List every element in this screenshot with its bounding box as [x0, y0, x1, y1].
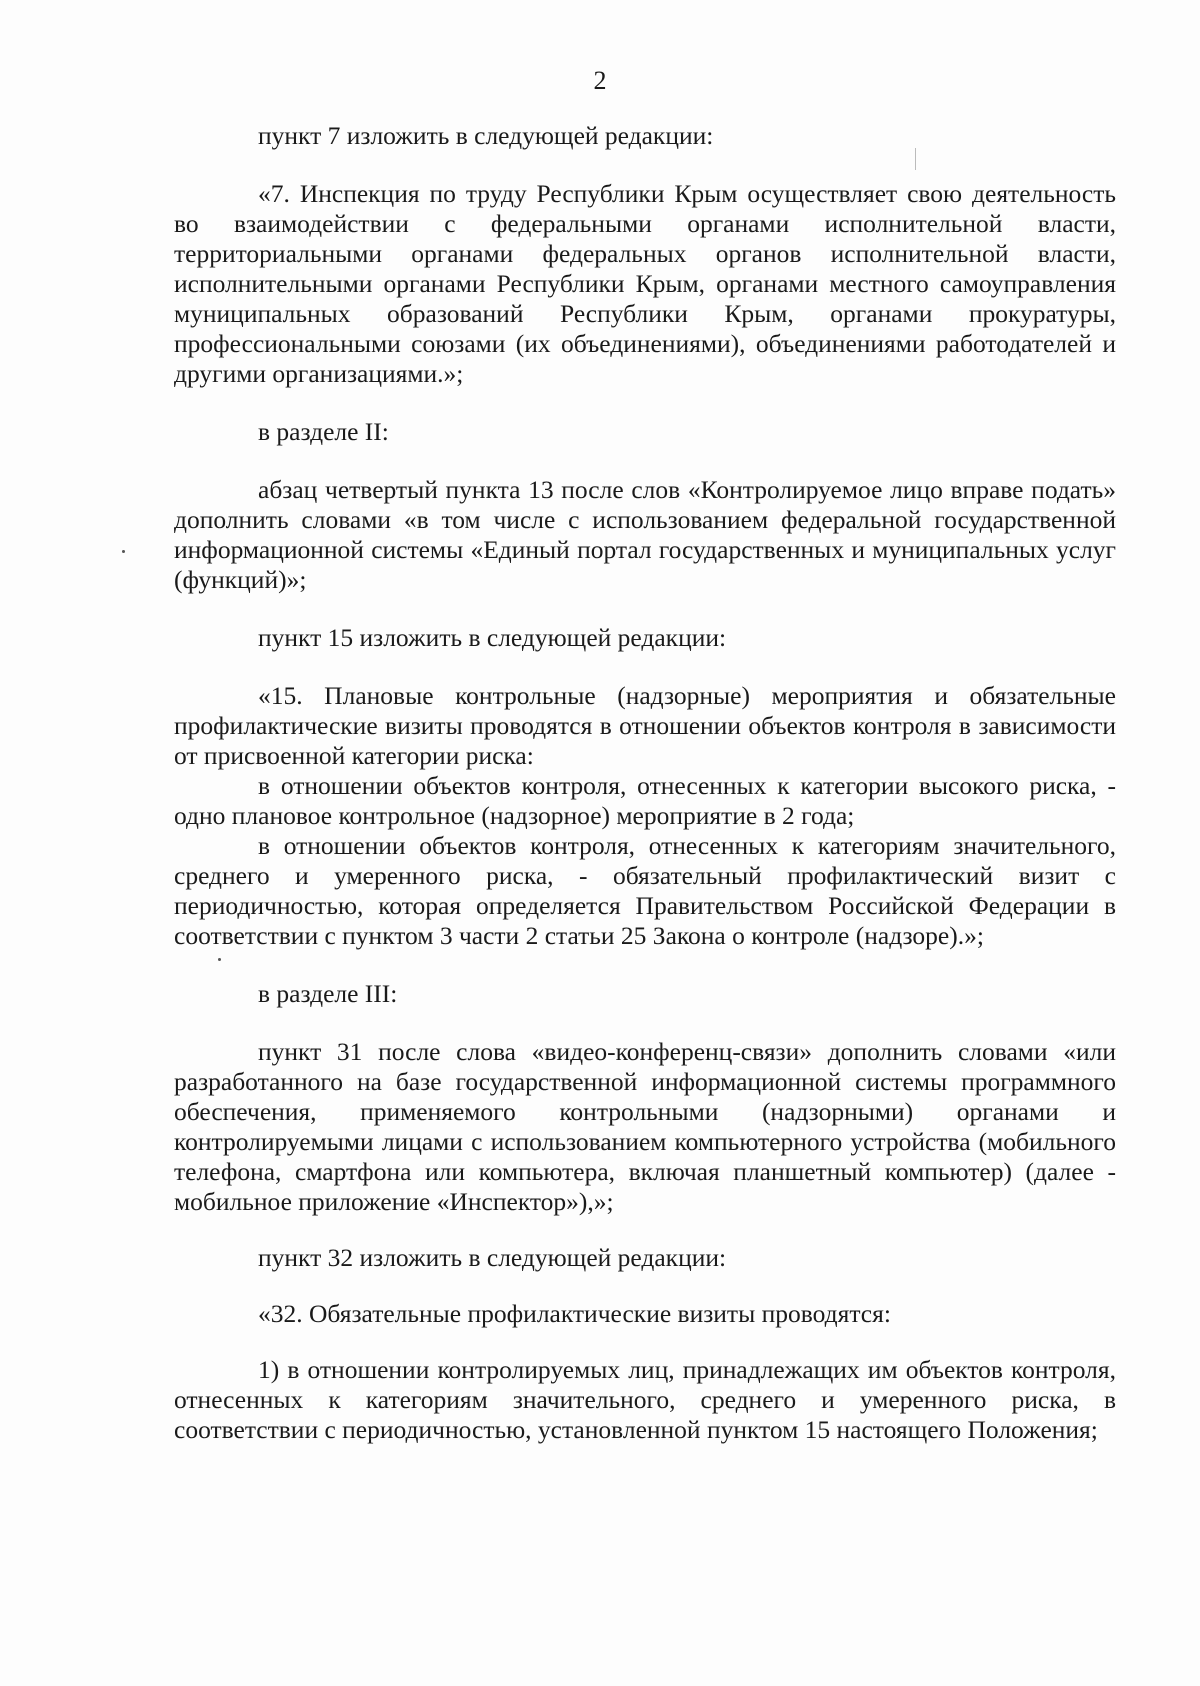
paragraph-amend-item-15: пункт 15 изложить в следующей редакции: — [258, 623, 727, 652]
paragraph-item-31-amend: пункт 31 после слова «видео-конференц-связи» дополнить словами «или разработанного на базе государственной информационной системы программного обеспечения, применяемого контрольными (надзорными) органами и контролируемыми лицами с использованием компьютерного устройства (мобильного телефона, смартфона или компьютера, включая планшетный компьютер) (далее - мобильное приложение «Инспектор»),»; — [174, 1037, 1116, 1216]
scan-speck — [218, 958, 221, 961]
paragraph-section-2: в разделе II: — [258, 417, 389, 446]
paragraph-item-15-other-risk: в отношении объектов контроля, отнесенных к категориям значительного, среднего и умеренного риска, - обязательный профилактический визит с периодичностью, которая определяется Правительством Российской Федерации в соответствии с пунктом 3 части 2 статьи 25 Закона о контроле (надзоре).»; — [174, 831, 1116, 950]
paragraph-item-15-text: «15. Плановые контрольные (надзорные) мероприятия и обязательные профилактические визиты проводятся в отношении объектов контроля в зависимости от присвоенной категории риска: — [174, 681, 1116, 770]
paragraph-amend-item-7: пункт 7 изложить в следующей редакции: — [258, 121, 714, 150]
scan-mark — [915, 148, 916, 170]
paragraph-item-32-sub-1: 1) в отношении контролируемых лиц, принадлежащих им объектов контроля, отнесенных к категориям значительного, среднего и умеренного риска, в соответствии с периодичностью, установленной пунктом 15 настоящего Положения; — [174, 1355, 1116, 1444]
paragraph-amend-item-32: пункт 32 изложить в следующей редакции: — [258, 1243, 727, 1272]
paragraph-item-32-text: «32. Обязательные профилактические визиты проводятся: — [258, 1299, 891, 1328]
scan-speck — [122, 550, 125, 553]
paragraph-section-3: в разделе III: — [258, 979, 398, 1008]
paragraph-item-13-amend: абзац четвертый пункта 13 после слов «Контролируемое лицо вправе подать» дополнить словами «в том числе с использованием федеральной государственной информационной системы «Единый портал государственных и муниципальных услуг (функций)»; — [174, 475, 1116, 594]
page-number: 2 — [593, 66, 607, 95]
paragraph-item-15-high-risk: в отношении объектов контроля, отнесенных к категории высокого риска, - одно плановое контрольное (надзорное) мероприятие в 2 года; — [174, 771, 1116, 830]
paragraph-item-7-text: «7. Инспекция по труду Республики Крым осуществляет свою деятельность во взаимодействии с федеральными органами исполнительной власти, территориальными органами федеральных органов исполнительной власти, исполнительными органами Республики Крым, органами местного самоуправления муниципальных образований Республики Крым, органами прокуратуры, профессиональными союзами (их объединениями), объединениями работодателей и другими организациями.»; — [174, 179, 1116, 388]
document-body — [174, 121, 1116, 1445]
